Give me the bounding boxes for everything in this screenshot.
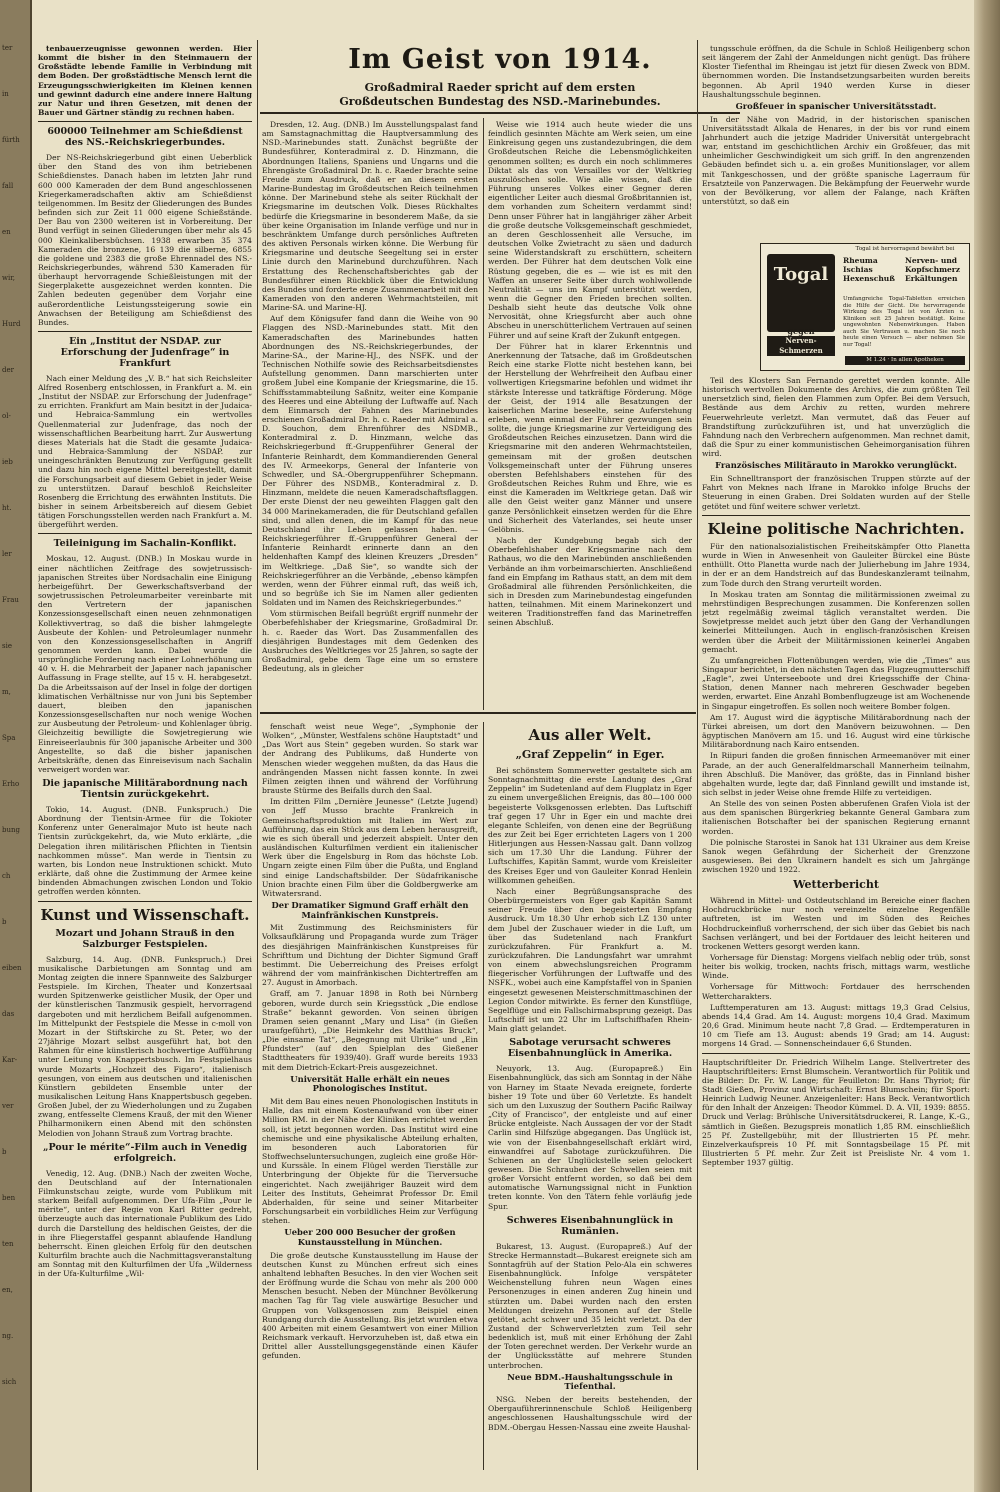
article-text: Dresden, 12. Aug. (DNB.) Im Ausstellungspalast fand am Samstagnachmittag die Hauptversammlung des NSD.-Marinebundes statt. Zunächst begrüßte der Bundesführer, Konteradmiral z. D. Hinzmann, die Abordnungen Italiens, Spaniens und Ungarns und die Ehrengäste Großadmiral Dr. h. c. Raeder brachte seine Freude zum Ausdruck, daß er an diesem ersten Marine-Bundestag im Großdeutschen Reich teilnehmen könne. Der Marinebund stehe als seiter Rückhalt der Kriegsmarine im deutschen Volk. Dieses Rückhaltes bedürfe die Kriegsmarine in besonderem Maße, da sie über keine Organisation im Inlande verfüge und nur in beschränktem Umfange durch persönliches Auftreten des aktiven Personals wirken könne. Die Werbung für Kriegsmarine und deutsche Seegeltung sei in erster Linie durch den Marinebund durchzuführen. Nach Erstattung des Rechenschaftsberichtes gab der Bundesführer einen Rückblick über die Entwicklung des Bundes und forderte enge Zusammenarbeit mit den Kameraden von den anderen Wehrmachtsteilen, mit Marine-SA. und Marine-HJ.: [262, 120, 478, 313]
binding-stub-line: Erho: [2, 780, 20, 788]
article-text: Bei schönstem Sommerwetter gestaltete sich am Sonntagnachmittag die erste Landung des „Graf Zeppelin“ im Sudetenland auf dem Flugplatz in Eger zu einem unvergeßlichen Ereignis, das 80—100 000 begeisterte Volksgenossen erlebten. Das Luftschiff traf gegen 17 Uhr in Eger ein und machte drei elegante Schleifen, von denen eine der Begrüßung des zur Zeit bei Eger errichteten Lagers von 1 200 Hitlerjungen aus Hessen-Nassau galt. Dann vollzog sich um 17.30 Uhr die Landung. Führer der Luftschiffes, Kapitän Sammt, wurde vom Kreisleiter des Kreises Eger und von Gauleiter Konrad Henlein willkommen geheißen.: [488, 765, 692, 885]
heading-halle: Universität Halle erhält ein neues Phonologisches Institut.: [290, 1073, 450, 1094]
binding-stub-line: b: [2, 918, 7, 926]
article-text: Auf dem Königsufer fand dann die Weihe von 90 Flaggen des NSD.-Marinebundes statt. Mit den Kameradschaften des Marinebundes hatten Abordnungen des NS.-Reichskriegerbundes, der Marine-SA., der Marine-HJ., des NSFK. und der Technischen Nothilfe sowie des Reichsarbeitsdienstes Aufstellung genommen. Dann marschierten unter großem Jubel eine Kompanie der Kriegsmarine, die 15. Schiffsstammabteilung Saßnitz, weiter eine Kompanie des Heeres und eine Abteilung der Luftwaffe auf. Nach dem Einmarsch der Fahnen des Marinebundes erschienen Großadmiral Dr. h. c. Raeder mit Admiral a. D. Souchon, dem Ehrenführer des NSDMB., Konteradmiral z. D. Hinzmann, welche das Reichskriegerbund ff.-Gruppenführer General der Infanterie Reinhardt, dem Kommandierenden General des IV. Armeekorps, General der Infanterie von Schwedler, und SA.-Obergruppenführer Schepmann. Der Führer des NSDMB., Konteradmiral z. D. Hinzmann, meldete die neuen Kameradschaftsflaggen. Der erste Dienst der neu geweihten Flaggen galt den 34 000 Marinekameraden, die für Deutschland gefallen sind, und allen denen, die im Kampf für das neue Deutschland ihr Leben gelassen haben. — Reichskriegerführer ff.-Gruppenführer General der Infanterie Reinhardt erinnerte dann an den heldenhaften Kampf des kleinen Kreuzers „Dresden“ im Weltkriege. „Daß Sie“, so wandte sich der Reichskriegerführer an die Verbände, „ebenso kämpfen werden, wenn der Führer einmal ruft, das weiß ich, und so begrüße ich Sie im Namen aller gedienten Soldaten und im Namen des Reichskriegerbundes.“: [262, 314, 478, 608]
binding-stub-line: Frau: [2, 596, 19, 604]
article-text: NSG. Neben der bereits bestehenden, der Obergauführerinnenschule Schloß Heiligenberg angeschlossenen Haushaltungsschule wird der BDM.-Obergau Hessen-Nassau eine zweite Haushal-: [488, 1395, 692, 1432]
divider: [38, 331, 252, 332]
divider: [38, 121, 252, 122]
ad-ailments-right: [905, 256, 969, 283]
article-text: Nach der Kundgebung begab sich der Oberbefehlshaber der Kriegsmarine nach dem Rathaus, wo die den Marinebünden anschließenden Verbände an ihm vorbeimarschierten. Anschließend fand ein Empfang im Rathaus statt, an dem mit dem Großadmiral alle führenden Persönlichkeiten, die sich in Dresden zum Marinebundestag eingefunden hatten, teilnahmen. Mit einem Marinekonzert und weiteren Traditionstreffen fand das Marinetreffen seinen Abschluß.: [488, 536, 692, 628]
article-text: Der NS-Reichskriegerbund gibt einen Ueberblick über den Stand des von ihm betriebenen Schießdienstes. Danach haben im letzten Jahr rund 600 000 Kameraden der dem Bund angeschlossenen Kriegerkameradschaften aktiv am Schießdienst teilgenommen. Im Besitz der Gliederungen des Bundes befinden sich zur Zeit 11 000 eigene Schießstände. Der Bau von 2300 weiteren ist in Vorbereitung. Der Bund verfügt in seinen Gliederungen über mehr als 45 000 Kleinkalibersbüchsen. 1938 erwarben 35 374 Kameraden die bronzene, 16 139 die silberne, 6855 die goldene und 2383 die große Ehrennadel des NS.-Reichskriegerbundes, während 530 Kameraden für überhaupt hervorragende Schießleistungen mit der Siegerplakette ausgezeichnet werden konnten. Die Zahlen bedeuten gegenüber dem Vorjahr eine außerordentliche Leistungssteigerung sowie ein Anwachsen der Beteiligung am Schießdienst des Bundes.: [38, 153, 252, 327]
article-text: Tokio, 14. August. (DNB. Funkspruch.) Die Abordnung der Tientsin-Armee für die Tokioter Konferenz unter Generalmajor Muto ist heute nach Tientsin zurückgekehrt, da, wie Muto erklärte, „die Delegation ihren militärischen Pflichten in Tientsin nachkommen müsse“. Man werde in Tientsin zu warten, bis London neue Instruktionen schickt. Muto erklärte, daß ohne die Zustimmung der Armee keine bindenden Abmachungen zwischen London und Tokio getroffen werden könnten.: [38, 805, 252, 897]
heading-wetterbericht: Wetterbericht: [793, 878, 879, 892]
article-text: Der Führer hat in klarer Erkenntnis und Anerkennung der Tatsache, daß im Großdeutschen Reich eine starke Flotte nicht bestehen kann, bei der Herstellung der Wehrfreiheit den Aufbau einer vollwertigen Kriegsmarine befohlen und widmet ihr stärkste Interesse und tatkräftige Förderung. Möge der Geist, der 1914 alle Besatzungen der kaiserlichen Marine beseelte, seine Auferstehung erleben, wenn einmal der Führer gezwungen sein sollte, die junge Kriegsmarine zur Verteidigung des Großdeutschen Reiches einzusetzen. Dann wird die Kriegsmarine mit den anderen Wehrmachtsteilen, gemeinsam mit der großen deutschen Volksgemeinschaft unter der Führung unseres obersten Befehlshabers einstehen für des Großdeutschen Reiches Ruhm und Ehre, wie es einst die Kameraden im Weltkriege getan. Daß wir alle den Geist weiter ganz Männer und unsere ganze Persönlichkeit einsetzen werden für die Ehre und Sicherheit des Vaterlandes, sei heute unser Gelöbnis.: [488, 341, 692, 534]
imprint: Hauptschriftleiter Dr. Friedrich Wilhelm Lange. Stellvertreter des Hauptschriftleiters: Ernst Blumschein. Verantwortlich für Politik und die Bilder: Dr. Fr. W. Lange; für Feuilleton: Dr. Hans Thyriot; für Stadt Gießen, Provinz und Wirtschaft: Ernst Blumschein; für Sport: Heinrich Ludwig Neuner. Anzeigenleiter: Hans Beck. Verantwortlich für den Inhalt der Anzeigen: Theodor Kümmel. D. A. VII, 1939: 8855. Druck und Verlag: Brühlsche Universitätsdruckerei, R. Lange, K.-G., sämtlich in Gießen. Bezugspreis monatlich 1,85 RM. einschließlich 25 Pf. Zustellgebühr, mit der Illustrierten 15 Pf. mehr. Einzelverkaufspreis 10 Pf. mit Sonntagsbeilage 15 Pf. mit Illustrierten 5 Pf. mehr. Zur Zeit ist Preisliste Nr. 4 vom 1. September 1937 gültig.: [702, 1057, 970, 1168]
article-text: Moskau, 12. August. (DNB.) In Moskau wurde in einer nächtlichen Zeitfrage des sowjetrussisch-japanischen Streites über Nordsachalin eine Einigung herbeigeführt. Der Gewerkschaftsverband der sowjetrussischen Petroleumarbeiter vereinbarte mit den Vertretern der japanischen Konzessionsgesellschaft einen neuen zehnmonatigen Kollektivvertrag, so daß die bisher lahmgelegte Ausbeute der Kohlen- und Petroleumlager nunmehr von den Konzessionsgesellschaften in Angriff genommen werden kann. Dabei wurde die ursprüngliche Forderung nach einer Lohnerhöhung um 40 v. H. die Mehrarbeit der Japaner nach japanischer Auffassung in Frage stellte, auf 15 v. H. herabgesetzt. Da die Arbeitssaison auf der Insel in folge der dortigen klimatischen Verhältnisse nur von Juni bis September dauert, bleiben den japanischen Konzessionsgesellschaften nur noch wenige Wochen zur Ausbeutung der Petroleum- und Kohlenlager übrig. Gleichzeitig bewilligte die Sowjetregierung wie Einreiseerlaubnis für 300 japanische Arbeiter und 300 Angestellte, so daß die bisher japanischen Arbeitskräfte, denen das Einreisevisum nach Sachalin verweigert worden war.: [38, 554, 252, 774]
column-3-lead: [488, 120, 692, 708]
heading-zeppelin: „Graf Zeppelin“ in Eger.: [515, 748, 665, 762]
column-divider: [483, 722, 484, 1470]
binding-stub-line: ng.: [2, 1332, 14, 1340]
article-text: fenschaft weist neue Wege“, „Symphonie der Wolken“, „Münster, Westfalens schöne Hauptstadt“ und „Das Wort aus Stein“ gegeben wurden. So stark war der Andrang des Publikums, daß Hunderte von Menschen wieder weggehen mußten, da das Haus die andrängenden Massen nicht fassen konnte. In zwei Filmen zeigten ihnen und während der Vorführung brauste Stürme des Beifalls durch den Saal.: [262, 722, 478, 796]
binding-stub-line: ch: [2, 872, 11, 880]
page-edge: [974, 0, 1000, 1492]
article-text: tungsschule eröffnen, da die Schule in Schloß Heiligenberg schon seit längerem der Zahl der Anmeldungen nicht genügt. Das frühere Kloster Tiefenthal im Rheingau ist jetzt für diesen Zweck von BDM. übernommen worden. Die Instandsetzungsarbeiten wurden bereits begonnen. Ab April 1940 werden Kurse in dieser Haushaltungsschule beginnen.: [702, 44, 970, 99]
ad-description: Umfangreiche Togal-Tabletten erreichen die Hilfe der Gicht. Die hervorragende Wirkung des Togal ist von Ärzten u. Kliniken seit 25 Jahren bestätigt. Keine ungewohnten Nebenwirkungen. Haben auch Sie Vertrauen u. machen Sie noch heute einen Versuch — aber nehmen Sie nur Togal!: [843, 296, 965, 348]
binding-stub-line: bung: [2, 826, 20, 834]
article-text: Ein Schnelltransport der französischen Truppen stürzte auf der Fahrt von Meknes nach Ifrane in Marokko infolge Bruchs der Steuerung in einen Graben. Drei Soldaten wurden auf der Stelle getötet und fünf weitere schwer verletzt.: [702, 474, 970, 511]
heading-institut: Ein „Institut der NSDAP. zur Erforschung der Judenfrage“ in Frankfurt: [60, 336, 230, 369]
binding-stub-line: in: [2, 90, 9, 98]
article-text: Salzburg, 14. Aug. (DNB. Funkspruch.) Drei musikalische Darbietungen am Sonntag und am Montag zeigten die innere Spannweite des Salzburger Festspiele. Im Kirchen, Theater und Konzertsaal wurden Spitzenwerke geistlicher Musik, der Oper und der künstlerischen Tanzmusik gespielt, hervorragend dargeboten und mit herzlichem Beifall aufgenommen. Im Mittelpunkt der Festspiele die Messe in c-moll von Mozart in der Stiftskirche zu St. Peter, wo der 27jährige Mozart selbst ausgeführt hat, bot den Rahmen für eine künstlerisch hochwertige Aufführung unter Leitung von Knappertsbusch. Im Festspielhaus wurde Mozarts „Hochzeit des Figaro“, italienisch gesungen, von einem aus deutschen und italienischen Künstlern gebildeten Ensemble unter der musikalischen Leitung Hans Knappertsbusch gegeben. Großen Jubel, der zu Wiederholungen und zu Zugaben zwang, entfesselte Clemens Krauß, der mit den Wiener Philharmonikern einen Abend mit den schönsten Melodien von Johann Strauß zum Vortrag brachte.: [38, 954, 252, 1138]
ad-top-line: Togal ist hervorragend bewährt bei: [855, 246, 955, 252]
ad-price: M 1.24 · In allen Apotheken: [845, 356, 965, 365]
ad-ailment: Hexenschuß: [843, 274, 895, 283]
article-text: Graff, am 7. Januar 1898 in Roth bei Nürnberg geboren, wurde durch sein Kriegsstück „Die endlose Straße“ bekannt geworden. Von seinen übrigen Dramen seien genannt „Mary und Lisa“ (in Gießen uraufgeführt), „Die Heimkehr des Matthias Bruck“, „Die einsame Tat“, „Begegnung mit Ulrike“ und „Ein Pfundster“ (auf den Spielplan des Gießener Stadttheaters für 1939/40). Graff wurde bereits 1933 mit dem Dietrich-Eckart-Preis ausgezeichnet.: [262, 989, 478, 1072]
article-text: Weise wie 1914 auch heute wieder die uns feindlich gesinnten Mächte am Werk seien, um eine Einkreisung gegen uns zustandezubringen, die dem Großdeutschen Reiche die Lebensmöglichkeiten genommen sollten; es durch ein noch schlimmeres Diktat als das von Versailles vor der Weltkrieg auszulöschen solle. Wie alle wissen, daß die Führung unseres Volkes einer Gegner deren eigentlicher Leiter auch diesmal Großbritannien ist, dem vorhanden zum Scheitern verdammt sind! Denn unser Führer hat in langjähriger zäher Arbeit die große deutsche Volksgemeinschaft geschmiedet, an deren Geschlossenheit alle Versuche, im deutschen Volke Zwietracht zu säen und dadurch seine Widerstandskraft zu erschüttern, scheitern werden. Der Führer hat dem deutschen Volk eine Rüstung gegeben, die es — wie ist es mit den Waffen an unserer Seite über durch wohlwollende Neutralität — uns im Kampf unterstützt werden, wenn die Gegner den Frieden brechen sollten. Deshalb sieht heute das deutsche Volk ohne Nervosität, ohne Kriegsfurcht aber auch ohne Abscheu in unerschütterlichem Vertrauen auf seinen Führer und auf seine Kraft der Zukunft entgegen.: [488, 120, 692, 340]
binding-stub-line: ieb: [2, 458, 13, 466]
binding-stub-line: Hurd: [2, 320, 21, 328]
binding-stub-line: ol-: [2, 412, 11, 420]
heading-grossfeuer: Großfeuer in spanischer Universitätsstadt.: [735, 100, 937, 111]
binding-stub-line: Kar-: [2, 1056, 18, 1064]
article-text: Neuyork, 13. Aug. (Europapreß.) Ein Eisenbahnunglück, das sich am Sonntag in der Nähe von Harney im Staate Nevada ereignete, forderte bisher 19 Tote und über 60 Verletzte. Es handelt sich um den Luxuszug der Southern Pacific Railway „City of Francisco“, der entgleiste und auf einer Brücke entgleiste. Nach Aussagen der vor der Stadt Carlin sind Hilfszüge abgegangen. Das Unglück ist, wie von der Eisenbahngesellschaft erklärt wird, einwandfrei auf Sabotage zurückzuführen. Die Schienen an der Unglückstelle seien gelockert gewesen. Die Schrauben der Schwellen seien mit großer Vorsicht entfernt worden, so daß bei dem automatische Warnungssignal nicht in Funktion treten konnte. Von den Tätern fehle vorläufig jede Spur.: [488, 1064, 692, 1211]
article-text: Während in Mittel- und Ostdeutschland im Bereiche einer flachen Hochdruckbrücke nur noch vereinzelte einzelne Regenfälle auftreten, ist im Westen und im Süden des Reiches Hochdruckeinfluß vorherrschend, der sich über das Gebiet bis nach Sachsen verlängert, und bei der Fortdauer des leicht heiteren und trockenen Wetters gesorgt werden kann.: [702, 896, 970, 951]
binding-stub-line: der: [2, 366, 14, 374]
article-text: Am 17. August wird die ägyptische Militärabordnung nach der Türkei abreisen, um dort den Manövern beizuwohnen. — Den ägyptischen Manövern am 15. und 16. August wird eine türkische Militärabordnung nach Kairo entsenden.: [702, 712, 970, 750]
lead-title: Im Geist von 1914.: [348, 44, 652, 75]
article-text: Die polnische Starostei in Sanok hat 131 Ukrainer aus dem Kreise Sanok wegen Gefährdung der Sicherheit der Grenzzone ausgewiesen. Bei den Ukrainern handelt es sich um Jahrgänge zwischen 1920 und 1922.: [702, 837, 970, 875]
heading-tientsin: Die japanische Militärabordnung nach Tientsin zurückgekehrt.: [42, 778, 248, 801]
article-text: Für den nationalsozialistischen Freiheitskämpfer Otto Planetta wurde in Wien in Anwesenheit von Gauleiter Bürckel eine Büste enthüllt. Otto Planetta wurde nach der Julierhebung im Jahre 1934, in der er an dem Handstreich auf das Bundeskanzleramt teilnahm, zum Tode durch den Strang verurteilt worden.: [702, 541, 970, 588]
article-text: Bukarest, 13. August. (Europapreß.) Auf der Strecke Hermannstadt—Bukarest ereignete sich am Sonntagfrüh auf der Station Pelo-Ala ein schweres Eisenbahnunglück. Infolge verspäteter Weichenstellung fuhren neun Wagen eines Personenzuges in einen anderen Zug hinein und stürzten um. Dabei wurden nach den ersten Meldungen dreizehn Personen auf der Stelle getötet, acht schwer und 35 leicht verletzt. Da der Zustand der Schwerverletzten zum Teil sehr bedenklich ist, muß mit einer Erhöhung der Zahl der Toten gerechnet werden. Der Verkehr wurde an der Unglücksstätte auf mehrere Stunden unterbrochen.: [488, 1241, 692, 1370]
binding-stub-line: sie: [2, 642, 12, 650]
heading-mozart: Mozart und Johann Strauß in den Salzburger Festspielen.: [55, 927, 235, 950]
heading-sachalin: Teileinigung im Sachalin-Konflikt.: [53, 538, 237, 550]
article-text: Vorhersage für Dienstag: Morgens vielfach neblig oder trüb, sonst heiter bis wolkig, trocken, nachts frisch, mittags warm, westliche Winde.: [702, 952, 970, 981]
binding-stub-line: fürth: [2, 136, 20, 144]
binding-stub-line: eiben: [2, 964, 22, 972]
binding-stub-line: ten: [2, 1240, 14, 1248]
binding-stub-line: ver: [2, 1102, 14, 1110]
column-divider: [697, 40, 698, 1470]
column-4-top: [702, 44, 970, 240]
column-1: [38, 44, 252, 1472]
column-4-lower: [702, 376, 970, 1472]
heading-rumaenien: Schweres Eisenbahnunglück in Rumänien.: [506, 1214, 674, 1237]
ad-ailment: Kopfschmerz: [905, 265, 960, 274]
article-text: Mit Zustimmung des Reichsministers für Volksaufklärung und Propaganda wurde zum Träger des diesjährigen Mainfränkischen Kunstpreises für Schrifttum und Dichtung der Dichter Sigmund Graff bestimmt. Die Ueberreichung des Preises erfolgt während der vom mainfränkischen Dichtertreffen am 27. August in Amorbach.: [262, 923, 478, 988]
divider: [38, 533, 252, 534]
ad-ailment: Erkältungen: [905, 274, 958, 283]
binding-stub-line: ht.: [2, 504, 12, 512]
binding-stub-line: ter: [2, 44, 13, 52]
ad-ailments-left: [843, 256, 901, 283]
binding-stub-text: [2, 44, 26, 1424]
heading-marokko: Französisches Militärauto in Marokko verunglückt.: [715, 460, 957, 471]
divider: [38, 901, 252, 902]
article-text: Im dritten Film „Dernière Jeunesse“ (Letzte Jugend) von Jeff Musso brachte Frankreich in Gemeinschaftsproduktion mit Italien im Wert zur Aufführung, das ein Stück aus dem Leben herausgreift, wie es sich überall und jederzeit abspielt. Unter den ausländischen Kulturfilmen verdient ein italienischer Werk über die Engelsburg in Rom das höchste Lob. Ungarn zeigte einen Film über die Pußta, und England sind einige Landschaftsbilder. Der Südafrikanische Union brachte einen Film über die Goldbergwerke am Witwatersrand.: [262, 797, 478, 898]
column-divider: [483, 118, 484, 710]
article-text: Nach einer Begrüßungsansprache des Oberbürgermeisters von Eger gab Kapitän Sammt seiner Freude über den begeisterten Empfang Ausdruck. Um 18.30 Uhr erhob sich LZ 130 unter dem Jubel der Zuschauer wieder in die Luft, um über das Sudetenland nach Frankfurt zurückzufahren. Für Frankfurt a. M. zurückzufahren. Die Landungsfahrt war umrahmt von einem abwechslungsreichen Programm fliegerischer Vorführungen der Luftwaffe und des NSFK., wobei auch eine Kampfstaffel von in Spanien eingesetzt gewesenen Meisterschmittmaschinen der Legion Condor mitwirkte. Es ferner den Kunstflüge, Segelflüge und ein Fallschirmabsprung gezeigt. Das Luftschiff ist um 22 Uhr im Luftschiffhafen Rhein-Main glatt gelandet.: [488, 886, 692, 1034]
article-text: Vom stürmischen Beifall begrüßt ergriff nunmehr der Oberbefehlshaber der Kriegsmarine, Großadmiral Dr. h. c. Raeder das Wort. Das Zusammenfallen des diesjährigen Bundestages mit dem Gedenken des Ausbruches des Weltkrieges vor 25 Jahren, so sagte der Großadmiral, gebe dem Tage eine um so ernstere Bedeutung, als in gleicher: [262, 609, 478, 674]
togal-logo: Togal: [767, 254, 835, 332]
binding-stub-line: m,: [2, 688, 11, 696]
heading-bdm: Neue BDM.-Haushaltungsschule in Tiefenthal.: [507, 1371, 673, 1392]
article-text: In Riipuri fanden die großen finnischen Armeemanöver mit einer Parade, an der auch Generalfeldmarschall Mannerheim teilnahm, ihren Abschluß. Die Manöver, das größte, das in Finnland bisher abgehalten wurde, legte dar, daß Finnland gewillt und imstande ist, sich selbst in jeder Weise ohne fremde Hilfe zu verteidigen.: [702, 751, 970, 797]
article-text: Lufttemperaturen am 13. August: mittags 19,3 Grad Celsius, abends 14,4 Grad. Am 14. August: morgens 10,4 Grad. Maximum 20,6 Grad. Minimum heute nacht 7,8 Grad. — Erdtemperaturen in 10 cm Tiefe am 13. August: abends 19 Grad; am 14. August: morgens 14 Grad. — Sonnenscheindauer 6,6 Stunden.: [702, 1002, 970, 1049]
binding-stub-line: en: [2, 228, 11, 236]
binding-edge: [0, 0, 32, 1492]
article-text: In der Nähe von Madrid, in der historischen spanischen Universitätsstadt Alkala de Henares, in der bis vor rund einem Jahrhundert auch die jetzige Madrider Universität untergebracht war, entstand im geschichtlichen Archiv ein Großfeuer, das mit unheimlicher Geschwindigkeit um sich griff. In den angrenzenden Gebäuden befindet sich u. a. ein großes Munitionslager, vor allem mit Tankgeschossen, und der größte spanische Lagerraum für Ersatzteile von Panzerwagen. Die Bekämpfung der Feuerwehr wurde von der Bevölkerung, vor allem der Falange, nach Kräften unterstützt, so daß ein: [702, 114, 970, 206]
binding-stub-line: ben: [2, 1194, 16, 1202]
article-text: Vorhersage für Mittwoch: Fortdauer des herrschenden Wettercharakters.: [702, 982, 970, 1001]
article-text: Mit dem Bau eines neuen Phonologischen Instituts in Halle, das mit einem Kostenaufwand von über einer Million RM. in der Nähe der Kliniken errichtet werden soll, ist jetzt begonnen worden. Das Institut wird eine chemische und eine physikalische Abteilung erhalten, im besonderen auch Laboratorien für Stoffwechseluntersuchungen, zugleich eine große Hör- und Kurssäle. In einem Flügel werden Tierställe zur Unterbringung der Objekte für die Tierversuche eingerichtet. Nach zweijähriger Bauzeit wird dem Leiter des Instituts, Geheimrat Professor Dr. Emil Abderhalden, für seine und seiner Mitarbeiter Forschungsarbeit ein vorbildliches Heim zur Verfügung stehen.: [262, 1097, 478, 1226]
article-text: Zu umfangreichen Flottenübungen werden, wie die „Times“ aus Singapur berichtet, in den nächsten Tagen das Flugzeugmutterschiff „Eagle“, zwei Unterseeboote und drei Kriegsschiffe der China-Station, denen Manner nach mehreren Geschwader begeben werden, erwartet. Eine Anzahl Bombenflugzeuge ist am Wochenende in Singapur eingetroffen. Es sollen noch weitere Bomber folgen.: [702, 655, 970, 711]
heading-kleine-nachrichten: Kleine politische Nachrichten.: [707, 519, 965, 538]
binding-stub-line: b: [2, 1148, 7, 1156]
ad-ailment: Rheuma: [843, 256, 878, 265]
divider: [702, 515, 970, 516]
heading-graff: Der Dramatiker Sigmund Graff erhält den Mainfränkischen Kunstpreis.: [271, 899, 469, 920]
divider: [702, 1053, 970, 1054]
heading-kunstausstellung: Ueber 200 000 Besucher der großen Kunstausstellung in München.: [284, 1227, 456, 1247]
ad-gegen: gegen: [787, 326, 815, 336]
column-3-lower: [488, 722, 692, 1470]
column-2-lower: [262, 722, 478, 1470]
section-rule: [260, 712, 696, 714]
heading-kunst: Kunst und Wissenschaft.: [40, 905, 250, 924]
heading-schiessdienst: 600000 Teilnehmer am Schießdienst des NS.-Reichskriegerbundes.: [47, 126, 243, 149]
ad-ailment: Ischias: [843, 265, 873, 274]
binding-stub-line: wir,: [2, 274, 16, 282]
heading-aus-aller-welt: Aus aller Welt.: [528, 726, 652, 744]
heading-sabotage: Sabotage verursacht schweres Eisenbahnunglück in Amerika.: [507, 1037, 673, 1060]
article-text: Venedig, 12. Aug. (DNB.) Nach der zweiten Woche, den Deutschland auf der Internationalen Filmkunstschau zeigte, wurde vom Publikum mit starkem Beifall aufgenommen. Der Ufa-Film „Pour le mérite“, unter der Regie von Karl Ritter gedreht, überzeugte auch das internationale Publikum des Lido durch die Darstellung des heldischen Geistes, der die in ihre Fliegerstaffel gespannt ablaufende Handlung beherrscht. Einen gleichen Erfolg für den deutschen Kulturfilm brachte auch die Nachmittagsveranstaltung am Sonntag mit den Kulturfilmen der Ufa „Wilderness in der Ufa-Kulturfilme „Wil-: [38, 1168, 252, 1279]
article-text: In Moskau traten am Sonntag die militärmissionen zweimal zu mehrstündigen Besprechungen zusammen. Die Konferenzen sollen jetzt regelmäßig zweimal täglich veranstaltet werden. Die Sowjetpresse meldet auch jetzt über den Gang der Verhandlungen keinerlei Mitteilungen. Auch in englisch-französischen Kreisen werden über die Arbeit der Militärmissionen keinerlei Angaben gemacht.: [702, 589, 970, 654]
column-divider: [257, 40, 258, 1470]
article-text: Nach einer Meldung des „V. B.“ hat sich Reichsleiter Alfred Rosenberg entschlossen, in Frankfurt a. M. ein „Institut der NSDAP. zur Erforschung der Judenfrage“ zu errichten. Frankfurt am Main besitzt in der Judaica- und Hebraica-Sammlung ein wertvolles Quellenmaterial zur Judenfrage, das noch der wissenschaftlichen Bearbeitung harrt. Zur Auswertung dieses Materials hat die Stadt die gesamte Judaica- und Hebraica-Sammlung der NSDAP. zur uneingeschränkten Benutzung zur Verfügung gestellt und dazu hin noch eigene Mittel bereitgestellt, damit die Forschungsarbeit auf diesem Gebiet in jeder Weise zu unterstützen. Darauf beschloß Reichsleiter Rosenberg die Errichtung des erwähnten Instituts. Die bisher in seinem Arbeitsbereich auf diesem Gebiet tätigen Forschungsstellen werden nach Frankfurt a. M. übergeführt werden.: [38, 373, 252, 530]
column-2-lead: [262, 120, 478, 708]
heading-pour-le-merite: „Pour le mérite“-Film auch in Venedig erfolgreich.: [42, 1141, 247, 1164]
ad-ailment: Nerven- und: [905, 256, 958, 265]
article-text: Die große deutsche Kunstausstellung im Hause der deutschen Kunst zu München erfreut sich eines anhaltend lebhaften Besuches. In den vier Wochen seit der Eröffnung wurde die Schau von mehr als 200 000 Menschen besucht. Neben der Münchner Bevölkerung machen Tag für Tag viele auswärtige Besucher und Gruppen von Volksgenossen zum Beispiel einen Rundgang durch die Ausstellung. Bis jetzt wurden etwa 400 Arbeiten mit einem Gesamtwert von einer Million Reichsmark verkauft. Hervorzuheben ist, daß etwa ein Drittel aller Ausstellungsgegenstände einen Käufer gefunden.: [262, 1250, 478, 1361]
binding-stub-line: das: [2, 1010, 15, 1018]
garden-intro: tenbauerzeugnisse gewonnen werden. Hier kommt die bisher in den Steinmauern der Großstädte lebende Familie in Verbindung mit dem Boden. Der großstädtische Mensch lernt die Erzeugungsschwierigkeiten im Kleinen kennen und gewinnt dadurch eine andere innere Haltung zur Natur und ihren Gesetzen, mit denen der Bauer und Gärtner ständig zu rechnen haben.: [38, 44, 252, 118]
lead-subtitle: Großadmiral Raeder spricht auf dem ersten Großdeutschen Bundestag des NSD.-Marinebundes.: [339, 81, 661, 108]
binding-stub-line: sich: [2, 1378, 17, 1386]
article-text: An Stelle des von seinen Posten abberufenen Grafen Viola ist der aus dem spanischen Bürgerkrieg bekannte General Gambara zum italienischen Botschafter bei der spanischen Regierung ernannt worden.: [702, 799, 970, 836]
headline-rule: [260, 112, 740, 114]
lead-headline: [320, 44, 680, 109]
binding-stub-line: en,: [2, 1286, 13, 1294]
togal-advertisement: [760, 243, 970, 371]
binding-stub-line: ler: [2, 550, 12, 558]
ad-nerven-schmerzen: Nerven- Schmerzen: [767, 336, 835, 356]
binding-stub-line: fall: [2, 182, 14, 190]
binding-stub-line: Spa: [2, 734, 16, 742]
article-text: Teil des Klosters San Fernando gerettet werden konnte. Alle historisch wertvollen Dokumente des Archivs, die zum größten Teil unersetzlich sind, fielen den Flammen zum Opfer. Bei dem Versuch, Bestände aus dem Archiv zu retten, wurden mehrere Feuerwehrleute verletzt. Man vermutet, daß das Feuer auf Brandstiftung zurückzuführen ist, und hat unverzüglich die Fahndung nach den Verbrechern aufgenommen. Man rechnet damit, daß die Spur zu einer kommunistischen Geheimorganisation führen wird.: [702, 376, 970, 459]
